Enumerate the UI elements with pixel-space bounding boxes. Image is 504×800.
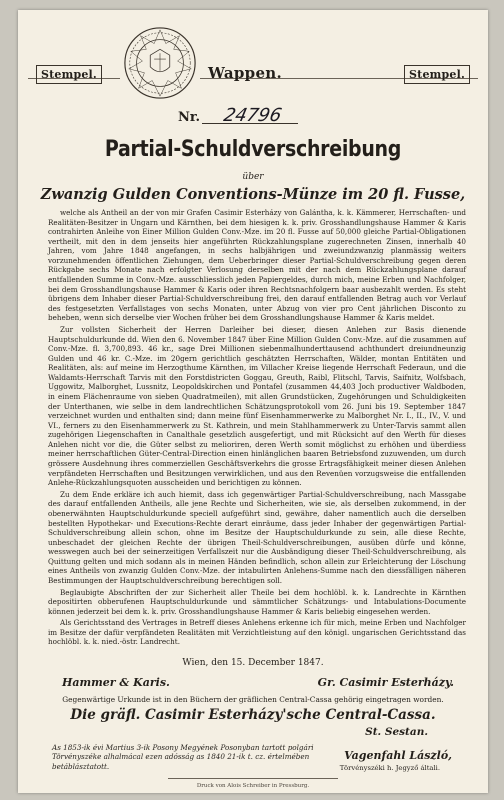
body-paragraph-5: Als Gerichtsstand des Vertrages in Betreff dieses Anlehens erkenne ich für mich, meine Erben und Nachfolger im Besitze der dafür verpfändeten Realitäten mit Verzichtleistung auf den königl. ungarischen Gerichtsstand das hochlöbl. k. k. nied.-östr. Landrecht. [48,618,466,647]
ueber-label: über [242,172,264,182]
stamp-box-left: Stempel. [36,65,102,84]
signature-sestan: St. Sestan. [365,726,428,738]
court-clerk-title: Törvényszéki h. Jegyző általi. [339,764,440,772]
registration-note: Gegenwärtige Urkunde ist in den Büchern der gräflichen Central-Cassa gehörig eingetragen worden. [62,695,444,704]
amount-subtitle: Zwanzig Gulden Conventions-Münze im 20 fl. Fusse, [40,186,466,203]
document-date: Wien, den 15. December 1847. [182,658,324,668]
hungarian-registration-note: As 1853-ik évi Martius 3-ik Posony Megyének Posonyban tartott polgári Törvényszéke alhalmácal ezen adósság as 1840 21-ik t. cz. értelmében betáblásztatott. [52,743,314,771]
wappen-label: Wappen. [208,64,283,82]
central-cassa-heading: Die gräfl. Casimir Esterházy'sche Central-Cassa. [70,707,436,723]
document-title: Partial-Schuldverschreibung [104,136,402,162]
printer-rule [168,778,338,779]
signature-esterhazy: Gr. Casimir Esterházy. [317,676,454,689]
body-paragraph-3: Zu dem Ende erkläre ich auch hiemit, dass ich gegenwärtiger Partial-Schuldverschreibung, nach Massgabe des darauf entfallenden Antheils, alle jene Rechte und Sicherheiten, wie sie, als derselben zukommend, in der obenerwähnten Hauptschuldurkunde speciell aufgeführt sind, gewähre, daher namentlich auch die derselben bestellten Hypothekar- und Executions-Rechte derart einräume, dass jeder Inhaber der gegenwärtigen Partial-Schuldverschreibung allein schon, ohne im Besitze der Hauptschuldurkunde zu sein, alle diese Rechte, unbeschadet der gleichen Rechte der übrigen Theil-Schuldverschreibungen, ausüben dürfe und könne, wesswegen auch bei der seinerzeitigen Verfallszeit nur die Ausbändigung dieser Theil-Schuldverschreibung, als Quittung gelten und mich sodann als in meinen Händen befindlich, schon allein zur Erleichterung der Löschung eines Antheils von zwanzig Gulden Conv.-Mze. der intabulirten Anlehens-Summe nach den diessfälligen näheren Bestimmungen der Hauptschuldverschreibung berechtigen soll. [48,489,466,585]
stamp-box-right: Stempel. [404,65,470,84]
body-paragraph-4: Beglaubigte Abschriften der zur Sicherheit aller Theile bei dem hochlöbl. k. k. Landrechte in Kärnthen depositirten obberufenen Hauptschuldurkunde und sämmtlicher Schätzungs- und Intabulations-Documente können jederzeit bei dem k. k. priv. Grosshandlungshause Hammer & Karis beliebig eingesehen werden. [48,587,466,616]
document-body [48,208,466,649]
document-header [18,20,488,100]
body-paragraph-1: welche als Antheil an der von mir Grafen Casimir Esterházy von Galántha, k. k. Kämmerer, Herrschaften- und Realitäten-Besitzer in Ungarn und Kärnthen, bei dem hiesigen k. k. priv. Grosshandlungshause Hammer & Karis contrahirten Anleihe von Einer Million Gulden Conv.-Mze. im 20 fl. Fusse auf 50,000 gleiche Partial-Obligationen vertheilt, mit den in dem jenseits hier angeführten Rückzahlungsplane zugerechneten Zinsen, innerhalb 40 Jahren, vom Jahre 1848 angefangen, in sechs halbjährigen und zweiundzwanzig planmässig weiters vorzunehmenden öffentlichen Ziehungen, dem Ueberbringer dieser Partial-Schuldverschreibung gegen deren Rückgabe sechs Monate nach erfolgter Verlosung derselben mit der nach dem Rückzahlungsplane darauf entfallenden Summe in Conv.-Mze. ausschliesslich jeden Papiergeldes, durch mich, meine Erben und Nachfolger, bei dem Grosshandlungshause Hammer & Karis oder ihren Rechtsnachfolgern baar ausbezahlt werden. Es steht übrigens dem Inhaber dieser Partial-Schuldverschreibung frei, den darauf entfallenden Betrag auch vor Verlauf des festgesetzten Verfallstages von sechs Monaten, unter Abzug von vier pro Cent jährlichen Disconto zu beheben, wenn sich derselbe vier Wochen früher bei dem Grosshandlungshause Hammer & Karis meldet. [48,208,466,323]
body-paragraph-2: Zur vollsten Sicherheit der Herren Darleiher bei dieser, diesen Anlehen zur Basis dienende Hauptschuldurkunde dd. Wien den 6. November 1847 über Eine Million Gulden Conv.-Mze. auf die zusammen auf Conv.-Mze. fl. 3,700,893. 46 kr., sage Drei Millionen siebenmalhunderttausend achthundert dreiundneunzig Gulden und 46 kr. C.-Mze. im 20gern gerichtlich geschätzten Herrschaften, Wälder, montan Entitäten und Realitäten, als: auf meine im Herzogthume Kärnthen, im Villacher Kreise liegende Herrschaft Federaun, und die Waldamts-Herrschaft Tarvis mit den Forstdistricten Goggau, Greuth, Raibl, Flitschl, Tarvis, Saifnitz, Wolfsbach, Uggowitz, Malborghet, Lussnitz, Leopoldskirchen und Pontafel (zusammen 44,403 Joch productiver Waldboden, in einem Flächenraume von sieben Quadratmeilen), mit allen Grundstücken, Zugehörungen und Schuldigkeiten der Unterthanen, wie selbe in dem landrechtlichen Schätzungsprotokoll vom 26. Juni bis 19. September 1847 verzeichnet wurden und enthalten sind; dann meine fünf Eisenhammerwerke zu Malborghet Nr. I., II., IV., V. und VI., ferners zu den Eisenhammerwerk zu St. Kathrein, und mein Stahlhammerwerk zu Unter-Tarvis sammt allen zugehörigen Liegenschaften in Canalthale gesetzlich ausgefertigt, und mit Rücksicht auf den Werth für dieses Anlehen nicht vor die, die Güter selbst zu melioriren, deren Werth somit möglichst zu erhöhen und überdiess meiner herrschaftlichen Güter-Central-Direction einen hinlänglichen baaren Betriebsfond zuzuwenden, um durch grössere Ausdehnung ihres commerziellen Geschäftsverkehrs die grosse Ertragsfähigkeit meiner diesen Anlehen verpfändeten Herrschaften und Besitzungen verwirklichen, und aus den Revenüen vorzugsweise die entfallenden Anlehe-Rückzahlungsquoten ausscheiden und berichtigen zu können. [48,324,466,488]
printer-imprint: Druck von Alois Schreiber in Pressburg. [196,783,310,789]
handwritten-number: 24796 [221,105,284,126]
signature-hammer-karis: Hammer & Karis. [62,676,170,689]
number-label: Nr. [178,110,201,125]
signature-vagenfahl: Vagenfahl László, [344,749,452,762]
coat-of-arms-seal-icon [121,24,199,102]
document-sheet [18,10,488,793]
